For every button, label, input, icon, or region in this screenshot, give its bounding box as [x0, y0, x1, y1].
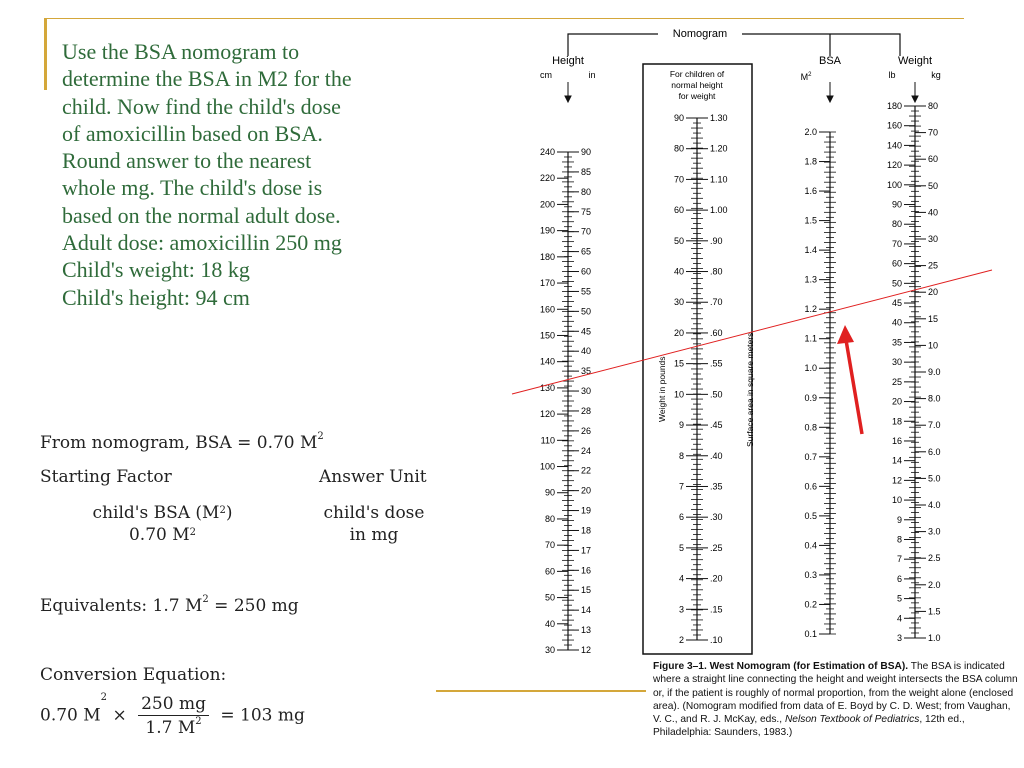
box-tick-label: 9 — [678, 420, 684, 431]
weight-tick-label: 70 — [928, 127, 939, 138]
height-tick-label: 70 — [544, 540, 555, 551]
problem-line: Use the BSA nomogram to — [62, 39, 300, 64]
figure-caption — [653, 660, 1019, 740]
weight-tick-label: 12 — [891, 475, 902, 486]
superscript: 2 — [219, 505, 226, 516]
height-tick-label: 160 — [539, 304, 555, 315]
problem-statement — [62, 38, 452, 311]
nomogram-header-bracket — [568, 34, 900, 56]
box-tick-label: .55 — [710, 358, 723, 369]
weight-tick-label: 8 — [896, 534, 902, 545]
height-tick-label: 75 — [581, 206, 592, 217]
weight-tick-label: 10 — [928, 340, 939, 351]
problem-line: Child's height: 94 cm — [62, 284, 250, 310]
box-tick-label: .15 — [710, 604, 723, 615]
height-tick-label: 17 — [581, 545, 592, 556]
weight-tick-label: 30 — [928, 234, 939, 244]
starting-factor-paren: ) — [225, 503, 233, 523]
height-tick-label: 15 — [581, 585, 592, 596]
problem-line: of amoxicillin based on BSA. — [62, 120, 323, 146]
height-tick-label: 40 — [581, 346, 592, 357]
problem-line: whole mg. The child's dose is — [62, 175, 323, 201]
bsa-tick-label: 1.6 — [804, 186, 817, 197]
height-tick-label: 60 — [581, 266, 592, 277]
box-tick-label: .35 — [710, 481, 723, 492]
weight-tick-label: 70 — [891, 238, 902, 249]
height-tick-label: 30 — [581, 386, 592, 397]
nomogram-title: Nomogram — [672, 28, 728, 40]
height-tick-label: 12 — [581, 645, 592, 655]
fraction-denominator — [138, 716, 209, 738]
bsa-tick-label: 1.1 — [804, 333, 817, 344]
box-tick-label: 4 — [678, 573, 684, 584]
height-tick-label: 140 — [539, 356, 555, 367]
box-tick-label: 10 — [673, 389, 684, 400]
weight-tick-label: 140 — [886, 140, 902, 151]
weight-tick-label: 5.0 — [928, 473, 941, 484]
answer-unit-value — [318, 502, 430, 546]
weight-unit-lb: lb — [888, 70, 896, 80]
weight-tick-label: 18 — [891, 416, 902, 427]
bsa-tick-label: 0.7 — [804, 451, 817, 462]
box-tick-label: .40 — [710, 450, 723, 461]
answer-unit-line2: in mg — [349, 525, 399, 545]
box-tick-label: .70 — [710, 297, 723, 308]
height-tick-label: 80 — [544, 513, 555, 524]
weight-tick-label: 5 — [896, 593, 902, 604]
answer-unit-line1: child's dose — [323, 503, 425, 523]
weight-tick-label: 6.0 — [928, 446, 941, 457]
weight-tick-label: 15 — [928, 313, 939, 324]
conversion-left: 0.70 M — [40, 705, 101, 726]
weight-tick-label: 9.0 — [928, 367, 941, 377]
equivalents-text: Equivalents: 1.7 M — [40, 596, 203, 616]
weight-tick-label: 20 — [891, 396, 902, 407]
weight-tick-label: 100 — [886, 179, 902, 190]
bsa-tick-label: 1.4 — [804, 245, 817, 256]
bsa-from-nomogram — [40, 433, 324, 453]
height-tick-label: 40 — [544, 618, 555, 629]
height-tick-label: 85 — [581, 166, 592, 177]
problem-line: determine the BSA in M2 for the — [62, 66, 352, 92]
height-tick-label: 45 — [581, 326, 592, 337]
weight-tick-label: 3 — [896, 633, 902, 643]
weight-tick-label: 90 — [891, 199, 902, 210]
bsa-tick-label: 0.9 — [804, 392, 817, 403]
weight-tick-label: 6 — [896, 573, 902, 584]
weight-tick-label: 4.0 — [928, 500, 941, 510]
height-tick-label: 100 — [539, 461, 555, 472]
height-tick-label: 120 — [539, 409, 555, 420]
height-tick-label: 60 — [544, 566, 555, 577]
height-tick-label: 16 — [581, 565, 592, 576]
equivalents-value: = 250 mg — [208, 596, 299, 616]
height-tick-label: 55 — [581, 286, 592, 297]
bsa-tick-label: 1.8 — [804, 156, 817, 167]
box-tick-label: 20 — [673, 327, 684, 338]
weight-tick-label: 80 — [891, 219, 902, 230]
problem-line: Adult dose: amoxicillin 250 mg — [62, 230, 342, 256]
superscript: 2 — [195, 716, 202, 727]
height-tick-label: 70 — [581, 226, 592, 237]
superscript: 2 — [202, 594, 209, 605]
height-tick-label: 80 — [581, 186, 592, 197]
height-tick-label: 20 — [581, 485, 592, 496]
title-accent-vertical — [44, 18, 47, 90]
weight-tick-label: 8.0 — [928, 393, 941, 404]
height-tick-label: 240 — [539, 147, 555, 157]
height-tick-label: 90 — [544, 487, 555, 498]
weight-tick-label: 9 — [896, 514, 902, 525]
starting-factor-value — [80, 502, 245, 546]
box-tick-label: 7 — [678, 481, 684, 492]
box-tick-label: .10 — [710, 635, 723, 645]
bsa-tick-label: 1.0 — [804, 363, 817, 374]
height-tick-label: 22 — [581, 465, 592, 476]
weight-tick-label: 40 — [891, 317, 902, 328]
weight-label: Weight — [897, 55, 933, 67]
height-tick-label: 30 — [544, 645, 555, 655]
box-left-axis-label: Weight in pounds — [657, 356, 667, 422]
box-tick-label: 70 — [673, 174, 684, 185]
problem-line: Child's weight: 18 kg — [62, 257, 250, 283]
box-tick-label: .50 — [710, 389, 723, 400]
box-tick-label: 15 — [673, 358, 684, 369]
height-tick-label: 170 — [539, 278, 555, 289]
weight-tick-label: 25 — [891, 376, 902, 387]
weight-tick-label: 180 — [886, 101, 902, 111]
box-tick-label: 1.10 — [710, 174, 728, 185]
superscript: 2 — [100, 692, 108, 703]
weight-unit-kg: kg — [931, 70, 941, 80]
box-tick-label: 40 — [673, 266, 684, 277]
height-tick-label: 14 — [581, 605, 592, 616]
title-accent-horizontal — [44, 18, 964, 19]
conversion-result: = 103 mg — [220, 705, 305, 726]
superscript: 2 — [317, 431, 324, 442]
answer-unit-label: Answer Unit — [319, 467, 427, 487]
bsa-tick-label: 2.0 — [804, 127, 817, 137]
bsa-pointer-arrow — [846, 340, 862, 434]
weight-scale — [887, 101, 941, 643]
bsa-tick-label: 1.2 — [804, 304, 817, 315]
height-unit-in: in — [588, 70, 596, 80]
box-tick-label: .90 — [710, 235, 723, 246]
starting-factor-label: Starting Factor — [40, 467, 172, 487]
box-tick-label: 80 — [673, 143, 684, 154]
denominator-text: 1.7 M — [145, 718, 196, 738]
weight-tick-label: 2.5 — [928, 553, 941, 564]
box-tick-label: 6 — [678, 512, 684, 523]
height-tick-label: 26 — [581, 425, 592, 436]
height-tick-label: 50 — [581, 306, 592, 317]
bsa-tick-label: 0.8 — [804, 422, 817, 433]
weight-tick-label: 120 — [886, 160, 902, 171]
height-tick-label: 13 — [581, 625, 592, 636]
weight-tick-label: 10 — [891, 495, 902, 506]
caption-figure-label: Figure 3–1. West Nomogram (for Estimation of BSA). — [653, 661, 909, 672]
bsa-tick-label: 0.4 — [804, 540, 817, 551]
height-tick-label: 220 — [539, 173, 555, 184]
box-tick-label: 1.00 — [710, 205, 728, 216]
box-tick-label: 1.30 — [710, 113, 728, 123]
weight-tick-label: 160 — [886, 120, 902, 131]
starting-factor-line2: 0.70 M — [128, 525, 190, 545]
box-tick-label: 60 — [673, 205, 684, 216]
box-tick-label: 30 — [673, 297, 684, 308]
bsa-tick-label: 0.6 — [804, 481, 817, 492]
superscript: 2 — [189, 527, 197, 538]
box-title-line: For children of — [669, 69, 725, 79]
weight-tick-label: 40 — [928, 207, 939, 218]
weight-tick-label: 2.0 — [928, 579, 941, 590]
bsa-tick-label: 0.3 — [804, 569, 817, 580]
weight-tick-label: 20 — [928, 287, 939, 298]
bsa-tick-label: 0.5 — [804, 510, 817, 521]
height-tick-label: 50 — [544, 592, 555, 603]
height-unit-cm: cm — [540, 70, 552, 80]
problem-line: based on the normal adult dose. — [62, 202, 341, 228]
fraction-numerator: 250 mg — [138, 694, 209, 716]
weight-tick-label: 50 — [891, 278, 902, 289]
height-tick-label: 90 — [581, 147, 592, 157]
bsa-tick-label: 0.2 — [804, 599, 817, 610]
weight-tick-label: 60 — [891, 258, 902, 269]
scale-arrows — [565, 82, 918, 102]
height-tick-label: 190 — [539, 225, 555, 236]
weight-tick-label: 60 — [928, 154, 939, 165]
bsa-nomogram-figure — [510, 22, 1020, 662]
box-tick-label: .80 — [710, 266, 723, 277]
weight-tick-label: 16 — [891, 435, 902, 446]
conversion-equation-label: Conversion Equation: — [40, 665, 227, 685]
weight-tick-label: 14 — [891, 455, 902, 466]
caption-book-title: Nelson Textbook of Pediatrics — [784, 714, 920, 726]
height-tick-label: 110 — [540, 435, 555, 446]
problem-line: Round answer to the nearest — [62, 148, 312, 174]
weight-tick-label: 80 — [928, 101, 939, 111]
arrow-head-icon — [837, 325, 854, 344]
weight-tick-label: 7.0 — [928, 420, 941, 431]
box-title-line: for weight — [678, 91, 716, 101]
box-title-line: normal height — [671, 80, 723, 90]
box-tick-label: .60 — [710, 327, 723, 338]
problem-line: child. Now find the child's dose — [62, 93, 341, 119]
weight-tick-label: 3.0 — [928, 526, 941, 537]
weight-tick-label: 35 — [891, 337, 902, 348]
conversion-fraction — [138, 694, 209, 738]
height-tick-label: 19 — [581, 505, 592, 516]
box-scale — [674, 113, 728, 645]
box-tick-label: .25 — [710, 542, 723, 553]
box-tick-label: .30 — [710, 512, 723, 523]
weight-tick-label: 7 — [896, 554, 902, 565]
bsa-tick-label: 1.3 — [804, 274, 817, 285]
bsa-scale — [804, 127, 836, 639]
starting-factor-line1: child's BSA (M — [92, 503, 220, 523]
conversion-equation — [40, 694, 305, 738]
weight-tick-label: 50 — [928, 180, 939, 191]
weight-tick-label: 1.5 — [928, 606, 941, 617]
weight-tick-label: 45 — [891, 298, 902, 309]
box-tick-label: .45 — [710, 420, 723, 431]
height-label: Height — [552, 55, 584, 67]
height-tick-label: 200 — [539, 199, 555, 210]
height-tick-label: 65 — [581, 246, 592, 257]
bsa-tick-label: 1.5 — [804, 215, 817, 226]
weight-tick-label: 25 — [928, 260, 939, 271]
height-tick-label: 150 — [539, 330, 555, 341]
caption-body: The BSA is indicated where a straight line connecting the height and weight intersects the BSA column or, if the patient is roughly of normal proportion, from the weight alone (enclosed area). (Nomogram modified from data of E. Boyd by C. D. West; from Vaughan, V. C., and R. J. McKay, eds., — [653, 661, 1018, 726]
height-tick-label: 28 — [581, 405, 592, 416]
box-tick-label: 2 — [678, 635, 684, 645]
box-right-axis-label: Surface area in square meters — [745, 332, 755, 447]
bsa-label: BSA — [818, 55, 842, 67]
bsa-unit: $M^2$ — [800, 72, 812, 82]
caption-tail: , 12th ed., Philadelphia: Saunders, 1983.) — [653, 714, 965, 739]
height-tick-label: 24 — [581, 445, 592, 456]
box-tick-label: 8 — [678, 450, 684, 461]
caption-accent-line — [436, 690, 646, 692]
box-tick-label: 1.20 — [710, 143, 728, 154]
box-tick-label: 3 — [678, 604, 684, 615]
weight-tick-label: 1.0 — [928, 633, 941, 643]
height-scale — [540, 147, 591, 655]
height-tick-label: 130 — [539, 382, 555, 393]
equivalents-line — [40, 596, 299, 616]
times-sign: × — [107, 705, 133, 726]
box-tick-label: 5 — [678, 542, 684, 553]
box-tick-label: 90 — [673, 113, 684, 123]
height-tick-label: 180 — [539, 251, 555, 262]
box-tick-label: 50 — [673, 235, 684, 246]
height-tick-label: 35 — [581, 366, 592, 377]
weight-tick-label: 4 — [896, 613, 902, 624]
bsa-tick-label: 0.1 — [804, 629, 817, 639]
box-tick-label: .20 — [710, 573, 723, 584]
height-tick-label: 18 — [581, 525, 592, 536]
bsa-from-nomogram-text: From nomogram, BSA = 0.70 M — [40, 433, 318, 453]
weight-tick-label: 30 — [891, 357, 902, 368]
